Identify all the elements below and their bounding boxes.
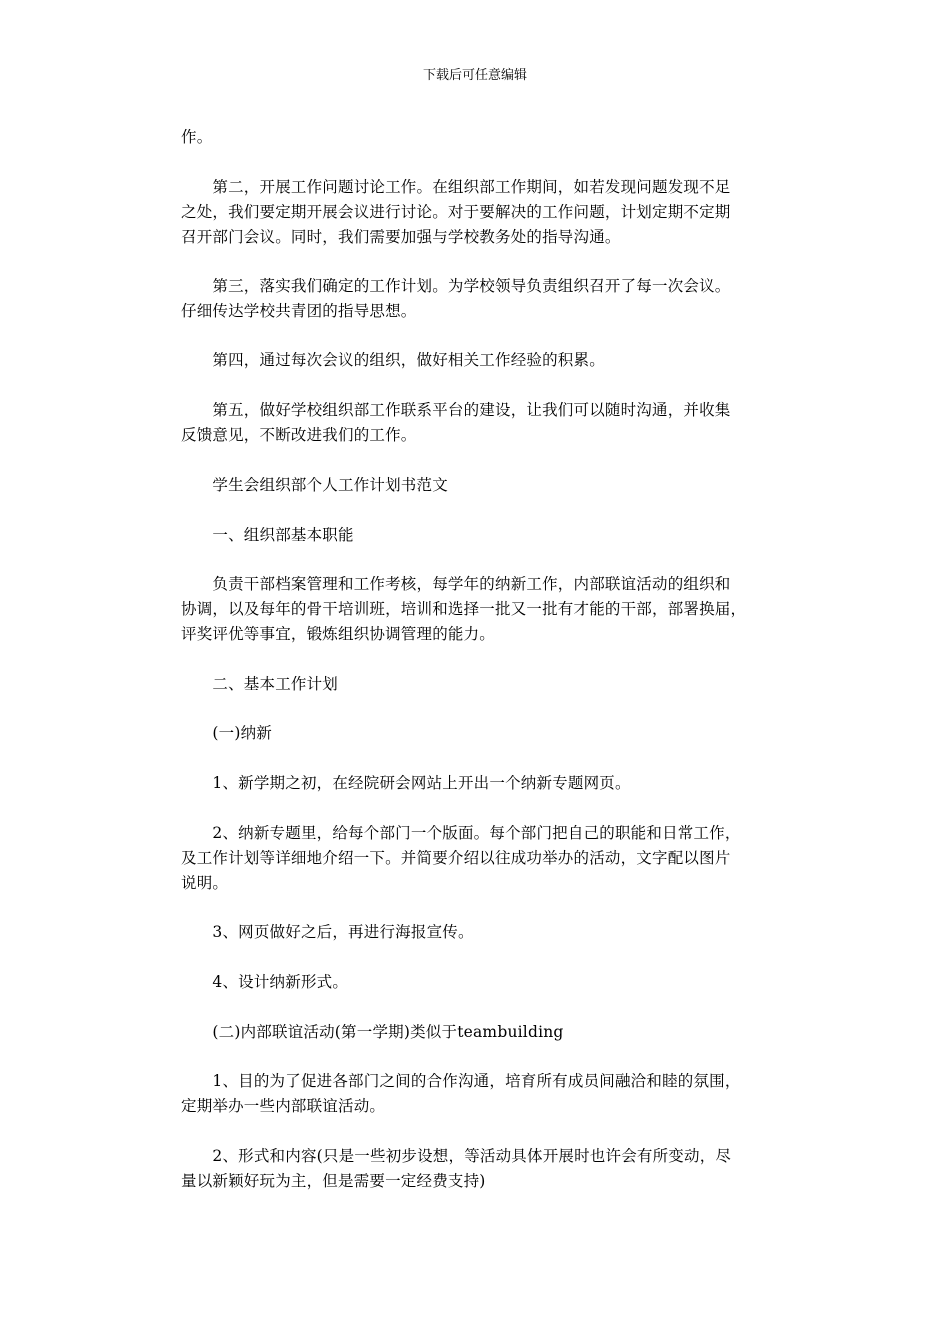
paragraph-15	[181, 1069, 773, 1119]
paragraph-7	[181, 572, 773, 647]
text-line: 协调，以及每年的骨干培训班，培训和选择一批又一批有才能的干部，部署换届，	[181, 600, 747, 618]
text-line: 之处，我们要定期开展会议进行讨论。对于要解决的工作问题，计划定期不定期	[181, 203, 731, 221]
text-line: (二)内部联谊活动(第一学期)类似于teambuilding	[181, 1023, 564, 1041]
paragraph-16	[181, 1144, 773, 1194]
text-line: 4、设计纳新形式。	[181, 973, 349, 991]
text-line: 一、组织部基本职能	[181, 526, 354, 544]
text-line: 第三，落实我们确定的工作计划。为学校领导负责组织召开了每一次会议。	[181, 277, 731, 295]
text-line: 反馈意见，不断改进我们的工作。	[181, 426, 417, 444]
paragraph-12	[181, 920, 773, 945]
paragraph-14	[181, 1020, 773, 1045]
paragraph-4	[181, 398, 773, 448]
paragraph-6	[181, 523, 773, 548]
paragraph-8	[181, 672, 773, 697]
text-line: 2、形式和内容(只是一些初步设想，等活动具体开展时也许会有所变动，尽	[181, 1147, 732, 1165]
text-line: 3、网页做好之后，再进行海报宣传。	[181, 923, 474, 941]
text-line: 二、基本工作计划	[181, 675, 339, 693]
paragraph-13	[181, 970, 773, 995]
page-header: 下载后可任意编辑	[422, 68, 527, 83]
text-line: 说明。	[181, 874, 229, 892]
paragraph-5	[181, 473, 773, 498]
text-line: 及工作计划等详细地介绍一下。并简要介绍以往成功举办的活动，文字配以图片	[181, 849, 731, 867]
text-line: (一)纳新	[181, 724, 272, 742]
text-line: 量以新颖好玩为主，但是需要一定经费支持)	[181, 1172, 486, 1190]
paragraph-1	[181, 175, 773, 250]
text-line: 仔细传达学校共青团的指导思想。	[181, 302, 417, 320]
text-line: 评奖评优等事宜，锻炼组织协调管理的能力。	[181, 625, 496, 643]
text-line: 第二，开展工作问题讨论工作。在组织部工作期间，如若发现问题发现不足	[181, 178, 731, 196]
paragraph-0	[181, 125, 773, 150]
text-line: 召开部门会议。同时，我们需要加强与学校教务处的指导沟通。	[181, 228, 621, 246]
text-line: 第五，做好学校组织部工作联系平台的建设，让我们可以随时沟通，并收集	[181, 401, 731, 419]
text-line: 第四，通过每次会议的组织，做好相关工作经验的积累。	[181, 351, 605, 369]
paragraph-3	[181, 348, 773, 373]
paragraph-2	[181, 274, 773, 324]
text-line: 2、纳新专题里，给每个部门一个版面。每个部门把自己的职能和日常工作，	[181, 824, 741, 842]
paragraph-9	[181, 721, 773, 746]
text-line: 定期举办一些内部联谊活动。	[181, 1097, 386, 1115]
paragraph-10	[181, 771, 773, 796]
text-line: 作。	[181, 128, 213, 146]
paragraph-11	[181, 821, 773, 896]
text-line: 1、目的为了促进各部门之间的合作沟通，培育所有成员间融洽和睦的氛围，	[181, 1072, 741, 1090]
text-line: 学生会组织部个人工作计划书范文	[181, 476, 448, 494]
text-line: 负责干部档案管理和工作考核，每学年的纳新工作，内部联谊活动的组织和	[181, 575, 731, 593]
text-line: 1、新学期之初，在经院研会网站上开出一个纳新专题网页。	[181, 774, 631, 792]
